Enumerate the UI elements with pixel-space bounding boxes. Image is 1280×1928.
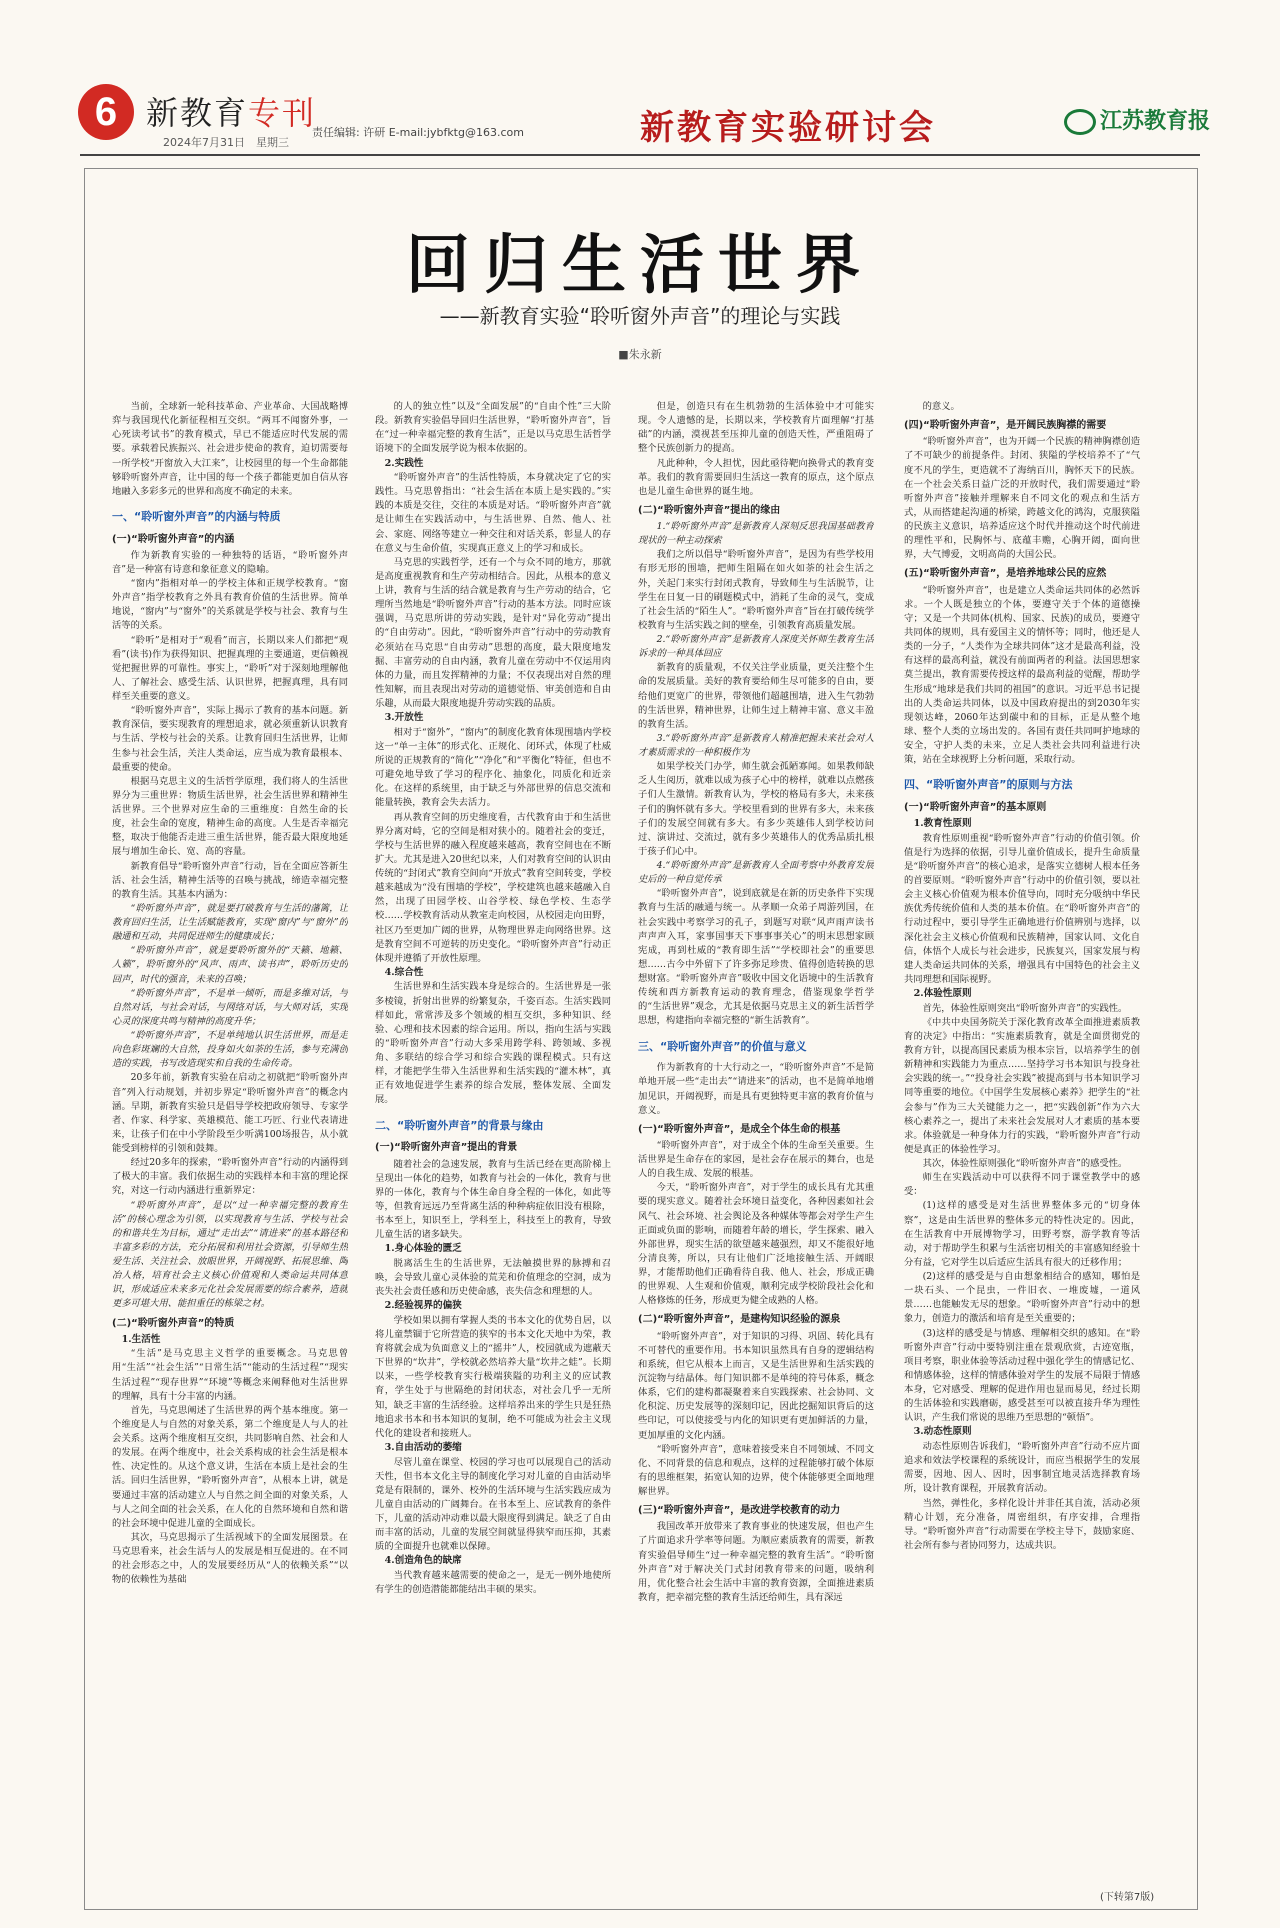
item-heading: 2.实践性	[384, 457, 424, 469]
paragraph: “聆听窗外声音”，对于成全个体的生命至关重要。生活世界是生命存在的家园，是社会存在展示的舞台，也是人的自我生成、发展的根基。	[638, 1139, 874, 1180]
section-heading: 三、“聆听窗外声音”的价值与意义	[638, 1039, 807, 1053]
paragraph: 再从教育空间的历史维度看，古代教育由于和生活世界分离对峙，它的空间是相对狭小的。随着社会的变迁，学校与生活世界的融入程度越来越高，教育空间也在不断扩大。尤其是进入20世纪以来，人们对教育空间的认识由传统的“封闭式”教育空间向“开放式”教育空间转变，学校越来越成为“没有围墙的学校”，学校建筑也越来越融入自然，出现了田园学校、山谷学校、绿色学校、生态学校……学校教育活动从教室走向校园，从校园走向田野，社区乃至更加广阔的世界，从物理世界走向网络世界。这是教育空间不可逆转的历史变化。“聆听窗外声音”行动正体现并遵循了开放性原理。	[375, 811, 611, 964]
item-heading: 4.综合性	[384, 966, 424, 978]
paragraph: 随着社会的急速发展，教育与生活已经在更高阶梯上呈现出一体化的趋势，如教育与社会的一体化，教育与世界的一体化，教育与个体生命自身全程的一体化，如此等等，但教育远远乃至背离生活的种种病症依旧没有根除，书本至上，知识至上，学科至上，科技至上的教育，导致儿童生活的诸多缺失。	[375, 1158, 611, 1241]
subsection-heading: (二)“聆听窗外声音”的特质	[112, 1317, 235, 1329]
item-heading: 2.体验性原则	[913, 988, 972, 1000]
paragraph: “聆听窗外声音”，意味着接受来自不同领域、不同文化、不同背景的信息和观点，这样的过程能够打破个体原有的思维框架，拓宽认知的边界，使个体能够更全面地理解世界。	[638, 1443, 874, 1498]
paragraph: “聆听窗外声音”，就是要打破教育与生活的藩篱，让教育回归生活，让生活赋能教育，实现“窗内”与“窗外”的融通和互动，共同促进师生的健康成长；	[112, 902, 348, 943]
supplement-title-accent: 专刊	[248, 94, 317, 132]
paragraph: 3.“聆听窗外声音”是新教育人精准把握未来社会对人才素质需求的一种积极作为	[638, 732, 874, 759]
subsection-heading: (一)“聆听窗外声音”的基本原则	[904, 801, 1047, 813]
subsection-heading: (一)“聆听窗外声音”的内涵	[112, 533, 235, 545]
paragraph: 当代教育越来越需要的使命之一，是无一例外地使所有学生的创造潜能都能结出丰硕的果实。	[375, 1569, 611, 1596]
subsection-heading: (三)“聆听窗外声音”，是改进学校教育的动力	[638, 1505, 841, 1517]
paragraph: 学校如果以拥有掌握人类的书本文化的优势自居，以将儿童禁锢于它所营造的狭窄的书本文化天地中为荣，教育将就会成为负面意义上的“摇井”人，校园就成为遮蔽天下世界的“坎井”，学校就必然培养大量“坎井之蛙”。长期以来，一些学校教育实行极端狭隘的功利主义的应试教育，学生处于与世隔绝的封闭状态，对社会几乎一无所知，缺乏丰富的生活经验。这样培养出来的学生只是狂热地追求书本和书本知识的复制，绝不可能成为社会主义现代化的建设者和接班人。	[375, 1314, 611, 1439]
subsection-heading: (一)“聆听窗外声音”提出的背景	[375, 1142, 518, 1154]
paragraph: (1)这样的感受是对生活世界整体多元的“切身体察”，这是由生活世界的整体多元的特性决定的。因此，在生活教育中开展博物学习，田野考察，游学教育等活动，对于帮助学生积累与生活密切相关的丰富感知经验十分有益，它对学生以后适应生活具有很大的迁移作用；	[904, 1200, 1140, 1268]
paragraph: 当前，全球新一轮科技革命、产业革命、大国战略博弈与我国现代化新征程相互交织。“两耳不闻窗外事，一心死读考试书”的教育模式，早已不能适应时代发展的需要。承载着民族振兴、社会进步使命的教育，迫切需要每一所学校“开窗放入大江来”，让校园里的每一个生命都能够聆听窗外声音，让中国的每一个孩子都能更加自信从容地融入多彩多元的世界和高度不确定的未来。	[112, 401, 348, 497]
paragraph: “聆听窗外声音”，也为开阔一个民族的精神胸襟创造了不可缺少的前提条件。封闭、狭隘的学校培养不了“气度不凡的学生，更造就不了海纳百川，胸怀天下的民族。在一个社会关系日益广泛的开放时代，我们需要通过“聆听窗外声音”接触并理解来自不同文化的观点和生活方式，从而搭建起沟通的桥梁，跨越文化的鸿沟，克服狭隘的民族主义意识，培养适应这个时代并推动这个时代前进的理性平和，民胸怀与、底蕴丰赡，心胸开阔，面向世界，大气博爱，文明高尚的大国公民。	[904, 436, 1140, 561]
article-column-1	[112, 400, 348, 1900]
paragraph: 动态性原则告诉我们，“聆听窗外声音”行动不应片面追求和效法学校课程的系统设计，而应当根据学生的发展需要，因地、因人、因时，因事制宜地灵活选择教育场所，设计教育课程，开展教育活动。	[904, 1441, 1140, 1495]
masthead	[0, 0, 1280, 168]
paragraph: “聆听窗外声音”，就是要聆听窗外的“天籁、地籁、人籁”，聆听窗外的“风声、雨声、读书声”，聆听历史的回声，时代的强音，未来的召唤；	[112, 945, 348, 985]
item-heading: 3.自由活动的萎缩	[384, 1441, 462, 1453]
paragraph: 4.“聆听窗外声音”是新教育人全面考察中外教育发展史后的一种自觉传承	[638, 860, 874, 886]
paragraph: “生活”是马克思主义哲学的重要概念。马克思曾用“生活”“社会生活”“日常生活”“能动的生活过程”“现实生活过程”“现存世界”“环境”等概念来阐释他对生活世界的理解，具有十分丰富的内涵。	[112, 1348, 348, 1402]
paragraph: 的意义。	[922, 401, 960, 412]
paragraph: (3)这样的感受是与情感、理解相交织的感知。在“聆听窗外声音”行动中要特别注重在景观欣赏，古迹宽瓶，项目考察，职业体验等活动过程中强化学生的情感记忆、和情感体验，这样的情感体验对学生的发展不局限于情感本身，它对感受、理解的促进作用也显而易见，经过长期的生活体验和实践磨砺，感受甚至可以被直接升华为理性认识，产生我们常说的思维乃至思想的“顿悟”。	[904, 1327, 1140, 1424]
paragraph: 脱离活生生的生活世界，无法触摸世界的脉搏和召唤，会导致儿童心灵体验的荒芜和价值理念的空洞，成为丧失社会责任感和历史使命感，丧失信念和理想的人。	[375, 1257, 611, 1298]
paper-name: 江苏教育报	[1100, 108, 1211, 134]
paragraph: 20多年前，新教育实验在启动之初就把“聆听窗外声音”列入行动规划，并初步界定“聆听窗外声音”的概念内涵。早期，新教育实验只是倡导学校把政府领导、专家学者、作家、科学家、英雄模范、能工巧匠、行业代表请进来，让孩子们在中小学阶段至少听满100场报告，从小就能受到榜样的引领和鼓舞。	[112, 1072, 348, 1155]
paragraph: 根据马克思主义的生活哲学原理，我们将人的生活世界分为三重世界：物质生活世界，社会生活世界和精神生活世界。三个世界对应生命的三重维度：自然生命的长度，社会生命的宽度，精神生命的高度。人生是否幸福完整，取决于他能否走进三重生活世界，能否最大限度地延展与增加生命长、宽、高的容量。	[112, 775, 348, 858]
supplement-title	[146, 88, 316, 134]
paragraph: “聆听窗外声音”的生活性特质，本身就决定了它的实践性。马克思曾指出：“社会生活在本质上是实践的。”实践的本质是交往，交往的本质是对话。“聆听窗外声音”就是让师生在实践活动中，与生活世界、自然、他人、社会、家庭、网络等建立一种交往和对话关系，彰显人的存在意义与生命价值，实现真正意义上的学习和成长。	[375, 472, 611, 554]
issue-date: 2024年7月31日 星期三	[163, 136, 289, 149]
paragraph: 我国改革开放带来了教育事业的快速发展，但也产生了片面追求升学率等问题。为顺应素质教育的需要，新教育实验倡导师生“过一种幸福完整的教育生活”。“聆听窗外声音”对于解决关门式封闭教育带来的问题，吸纳利用，优化整合社会生活中丰富的教育资源，全面推进素质教育，把幸福完整的教育生活还给师生，具有深远	[638, 1521, 874, 1603]
editor-line: 责任编辑: 许研 E-mail:jybfktg@163.com	[312, 126, 524, 139]
paragraph: “聆听”是相对于“观看”而言，长期以来人们都把“观看”(读书)作为获得知识、把握真理的主要通道，更信赖视觉把握世界的可靠性。事实上，“聆听”对于深刻地理解他人、了解社会、感受生活、认识世界，把握真理，具有同样至关重要的意义。	[112, 634, 348, 703]
item-heading: 2.经验视界的偏狭	[384, 1300, 462, 1312]
paragraph: 但是，创造只有在生机勃勃的生活体验中才可能实现。令人遗憾的是，长期以来，学校教育片面理解“打基础”的内涵，漠视甚至压抑儿童的创造天性，严重阻碍了整个民族创新力的提高。	[638, 401, 874, 455]
article-subtitle: ——新教育实验“聆听窗外声音”的理论与实践	[439, 304, 841, 328]
paragraph: 新教育倡导“聆听窗外声音”行动，旨在全面应答新生活、社会生活，精神生活等的召唤与挑战，缔造幸福完整的教育生活。其基本内涵为：	[112, 860, 348, 900]
subsection-heading: (二)“聆听窗外声音”，是建构知识经验的源泉	[638, 1314, 841, 1326]
paragraph: 其次，马克思揭示了生活视域下的全面发展图景。在马克思看来，社会生活与人的发展是相互促进的。在不同的社会形态之中，人的发展要经历从“人的依赖关系”“以物的依赖性为基础	[112, 1531, 348, 1586]
paper-logo	[1064, 104, 1210, 135]
subsection-heading: (四)“聆听窗外声音”，是开阔民族胸襟的需要	[904, 420, 1107, 432]
paragraph: 其次，体验性原则强化“聆听窗外声音”的感受性。	[922, 1158, 1128, 1170]
item-heading: 3.动态性原则	[913, 1426, 972, 1438]
paper-logo-icon	[1064, 109, 1096, 135]
paragraph: “聆听窗外声音”，也是建立人类命运共同体的必然诉求。一个人既是独立的个体，要遵守关于个体的道德操守；又是一个共同体(机构、国家、民族)的成员，要遵守共同体的规则，具有爱国主义的情怀等；同时，他还是人类的一分子，“人类作为全球共同体”这才是最高利益，没有这样的最高利益，就没有前面两者的利益。法国思想家莫兰提出，教育需要传授这样的最高利益的觉醒，帮助学生形成“地球是我们共同的祖国”的意识。习近平总书记提出的人类命运共同体，以及中国政府提出的到2030年实现领达峰，2060年达到碳中和的目标，正是从整个地球、整个人类的立场出发的。各国有责任共同呵护地球的安全，守护人类的未来，立足人类社会共同利益进行决策，站在全球视野上分析问题，采取行动。	[904, 584, 1140, 766]
paragraph: 相对于“窗外”，“窗内”的制度化教育体现围墙内学校这一“单一主体”的形式化、正规化、闭环式，体现了杜威所说的正规教育的“简化”“净化”和“平衡化”特征，但也不可避免地导致了学习的程序化、抽象化，同质化和近亲化。在这样的系统里，由于缺乏与外部世界的信息交流和能量转换，教育会失去活力。	[375, 726, 611, 809]
article-column-4	[904, 400, 1140, 1900]
subsection-heading: (一)“聆听窗外声音”，是成全个体生命的根基	[638, 1123, 841, 1135]
item-heading: 1.生活性	[121, 1333, 161, 1345]
paragraph: 师生在实践活动中可以获得不同于课堂教学中的感受：	[904, 1172, 1140, 1198]
section-heading: 四、“聆听窗外声音”的原则与方法	[904, 778, 1073, 792]
paragraph: 作为新教育实验的一种独特的话语，“聆听窗外声音”是一种富有诗意和象征意义的隐喻。	[112, 549, 348, 575]
masthead-rule	[80, 154, 1200, 156]
paragraph: “聆听窗外声音”，对于知识的习得、巩固、转化具有不可替代的重要作用。书本知识虽然具有自身的逻辑结构和系统，但它从根本上而言，又是生活世界和生活实践的沉淀物与结晶体。每门知识都不是单纯的符号体系，概念体系，它们的建构都凝聚着来自实践探索、社会协同、文化积淀、历史发展等的深刻印记，因此挖掘知识背后的这些印记，可以使接受与内化的知识更有更加鲜活的力量，更加厚重的文化内涵。	[638, 1330, 874, 1441]
item-heading: 4.创造角色的缺席	[384, 1555, 462, 1567]
item-heading: 1.教育性原则	[913, 818, 972, 830]
section-heading: 二、“聆听窗外声音”的背景与缘由	[375, 1118, 544, 1132]
paragraph: “窗内”指相对单一的学校主体和正规学校教育。“窗外声音”指学校教育之外具有教育价值的生活世界。简单地说，“窗内”与“窗外”的关系就是学校与社会、教育与生活等的关系。	[112, 578, 348, 632]
paragraph: 2.“聆听窗外声音”是新教育人深度关怀师生教育生活诉求的一种具体回应	[638, 634, 874, 660]
article-column-2	[375, 400, 611, 1900]
paragraph: 首先，体验性原则突出“聆听窗外声音”的实践性。	[922, 1002, 1128, 1014]
paragraph: 尽管儿童在课堂、校园的学习也可以展现自己的活动天性，但书本文化主导的制度化学习对儿童的自由活动毕竟是有限制的，课外、校外的生活环境与生活实践应成为儿童自由活动的广阔舞台。在书本至上、应试教育的条件下，儿童的活动冲动难以最大限度得到满足。缺乏了自由而丰富的活动，儿童的发展空间就显得狭窄而压抑，其素质的全面提升也就难以保障。	[375, 1456, 611, 1553]
article-author: ■朱永新	[618, 348, 662, 361]
paragraph: 作为新教育的十大行动之一，“聆听窗外声音”不是简单地开展一些“走出去”“请进来”的活动，也不是简单地增加见识，开阔视野，而是具有更独特更丰富的教育价值与意义。	[638, 1062, 874, 1116]
paragraph: 《中共中央国务院关于深化教育改革全面推进素质教育的决定》中指出：“实施素质教育，就是全面贯彻党的教育方针，以提高国民素质为根本宗旨，以培养学生的创新精神和实践能力为重点……坚持学习书本知识与投身社会实践的统一。”“投身社会实践”被提高到与书本知识学习同等重要的地位。《中国学生发展核心素养》把学生的“社会参与”作为三大关键能力之一，把“实践创新”作为六大核心素养之一，提出了未来社会发展对人才素质的基本要求。体验就是一种身体力行的实践，“聆听窗外声音”行动便是真正的体验性学习。	[904, 1016, 1140, 1155]
seminar-title: 新教育实验研讨会	[640, 108, 936, 148]
paragraph: “聆听窗外声音”，是以“过一种幸福完整的教育生活”的核心理念为引领，以实现教育与生活、学校与社会的和谐共生为目标，通过“走出去”“请进来”的基本路径和丰富多彩的方法，充分拓展和利用社会资源，引导师生热爱生活、关注社会、放眼世界，开阔视野、拓展思维、陶冶人格，培育社会主义核心价值观和人类命运共同体意识，形成适应未来多元化社会发展需要的综合素养，造就更多可堪大用、能担重任的栋梁之材。	[112, 1199, 348, 1310]
paragraph: 教育性原则重视“聆听窗外声音”行动的价值引领。价值是行为选择的依据，引导儿童价值成长，提升生命质量是“聆听窗外声音”的核心追求，是落实立德树人根本任务的首要原则。“聆听窗外声音”行动中的价值引领，要以社会主义核心价值观为根本价值导向，同时充分吸纳中华民族优秀传统价值和人类的基本价值。在“聆听窗外声音”的行动过程中，要引导学生正确地进行价值辨别与选择，以深化社会主义核心价值观和民族精神，国家认同、文化自信，体悟个人成长与社会进步，民族复兴，国家发展与构建人类命运共同体的关系，增强具有中国特色的社会主义共同理想和国际视野。	[904, 832, 1140, 985]
item-heading: 1.身心体验的匮乏	[384, 1243, 462, 1255]
paragraph: “聆听窗外声音”，说到底就是在新的历史条件下实现教育与生活的融通与统一。从孝顺一众弟子周游列国，在社会实践中考察学习的孔子，到题写对联“风声雨声读书声声声入耳，家事国事天下事事事关心”的明末思想家顾宪成，再到杜威的“教育即生活”“学校即社会”的重要思想……古今中外留下了许多弥足珍贵、值得创造转换的思想财富。“聆听窗外声音”吸收中国文化语境中的生活教育传统和西方新教育运动的教育理念，借鉴现象学哲学的“生活世界”观念，尤其是依据马克思主义的新生活哲学思想，构建指向幸福完整的“新生活教育”。	[638, 888, 874, 1027]
article-column-3	[638, 400, 874, 1900]
paragraph: 马克思的实践哲学，还有一个与众不同的地方，那就是高度重视教育和生产劳动相结合。因此，从根本的意义上讲，教育与生活的结合就是教育与生产劳动的结合，它理所当然地是“聆听窗外声音”行动的基本方法。同时应该强调，马克思所讲的劳动实践，是针对“异化劳动”提出的“自由劳动”。因此，“聆听窗外声音”行动中的劳动教育必须站在马克思“自由劳动”思想的高度，最大限度地发掘、丰富劳动的自由内涵，教育儿童在劳动中不仅运用肉体的力量，而且发挥精神的力量；不仅表现出对自然的理性知解，而且表现出对劳动的道德觉悟、审美创造和自由乐趣，从而最大限度地提升劳动实践的品质。	[375, 556, 611, 710]
paragraph: 凡此种种，令人担忧，因此亟待靶向换骨式的教育变革。我们的教育需要回归生活这一教育的原点，这个原点也是儿童生命世界的诞生地。	[638, 457, 874, 497]
continued-note: (下转第7版)	[1100, 1892, 1155, 1903]
page-number-badge: 6	[78, 84, 134, 140]
subsection-heading: (五)“聆听窗外声音”，是培养地球公民的应然	[904, 568, 1107, 580]
paragraph: (2)这样的感受是与自由想象相结合的感知，哪怕是一块石头、一个昆虫，一件旧衣、一堆废墟，一道风景……也能触发无尽的想象。“聆听窗外声音”行动中的想象力，创造力的激活和培育是至关重要的；	[904, 1271, 1140, 1325]
paragraph: “聆听窗外声音”，不是单纯地认识生活世界，而是走向色彩斑斓的大自然，投身如火如荼的生活，参与充满创造的实践，书写改造现实和自我的生命传奇。	[112, 1030, 348, 1070]
section-heading: 一、“聆听窗外声音”的内涵与特质	[112, 509, 281, 523]
paragraph: “聆听窗外声音”，不是单一倾听，而是多维对话，与自然对话，与社会对话，与网络对话，与大师对话，实现心灵的深度共鸣与精神的高度升华；	[112, 987, 348, 1027]
paragraph: 当然，弹性化，多样化设计并非任其自流，活动必须精心计划，充分准备，周密组织，有序安排，合理指导。“聆听窗外声音”行动需要在学校主导下，鼓励家庭、社会所有参与者协同努力，达成共识。	[904, 1497, 1140, 1551]
item-heading: 3.开放性	[384, 712, 424, 724]
paragraph: 如果学校关门办学，师生就会孤陋寡闻。如果教师缺乏人生阅历，就难以成为孩子心中的榜样，就难以点燃孩子们人生激情。新教育认为，学校的格局有多大，未来孩子们的胸怀就有多大。学校里看到的世界有多大，未来孩子们的发展空间就有多大。有多少英雄伟人到学校访问过、演讲过、交流过，就有多少英雄伟人的优秀品质扎根于孩子们心中。	[638, 761, 874, 857]
subsection-heading: (二)“聆听窗外声音”提出的缘由	[638, 504, 781, 516]
paragraph: 1.“聆听窗外声音”是新教育人深刻反思我国基础教育现状的一种主动探索	[638, 521, 874, 547]
article-title: 回归生活世界	[406, 228, 874, 303]
supplement-title-main: 新教育	[146, 94, 249, 132]
paragraph: 的人的独立性”以及“全面发展”的“自由个性”三大阶段。新教育实验倡导回归生活世界，“聆听窗外声音”，旨在“过一种幸福完整的教育生活”，正是以马克思生活哲学语境下的全面发展学说为根本依据的。	[375, 401, 611, 455]
paragraph: 新教育的质量观，不仅关注学业质量，更关注整个生命的发展质量。美好的教育要给师生尽可能多的自由，要给他们更宽广的世界，带领他们超越围墙，进入生气勃勃的生活世界，精神世界，让师生过上精神丰富、意义丰盈的教育生活。	[638, 662, 874, 730]
paragraph: 生活世界和生活实践本身是综合的。生活世界是一张多棱镜，折射出世界的纷繁复杂，千姿百态。生活实践同样如此，常常涉及多个领域的相互交织，多种知识、经验、心理和技术因素的综合运用。所以，指向生活与实践的“聆听窗外声音”行动大多采用跨学科、跨领域、多视角、多联结的综合学习和综合实践的课程模式。只有这样，才能把学生带入生活世界和生活实践的“灌木林”，真正有效地促进学生素养的综合发展，整体发展、全面发展。	[375, 981, 611, 1106]
paragraph: 今天，“聆听窗外声音”，对于学生的成长具有尤其重要的现实意义。随着社会环境日益变化，各种因素如社会风气、社会环境、社会舆论及各种媒体等都会对学生产生正面或负面的影响，而随着年龄的增长，学生探索、融入外部世界，现实生活的欲望越来越强烈，却又不能很好地分清良莠，所以，只有让他们广泛地接触生活、开阔眼界，才能帮助他们正确看待自我、他人、社会，形成正确的世界观、人生观和价值观，顺利完成学校阶段社会化和人格修炼的任务，形成更为健全成熟的人格。	[638, 1182, 874, 1307]
paragraph: 首先，马克思阐述了生活世界的两个基本维度。第一个维度是人与自然的对象关系，第二个维度是人与人的社会关系。这两个维度相互交织，共同影响自然、社会和人的发展。在两个维度中，社会关系构成的社会生活是根本性、决定性的。从这个意义讲，生活在本质上是社会的生活。回归生活世界，“聆听窗外声音”，从根本上讲，就是要通过丰富的活动建立人与自然之间全面的对象关系，人与人之间全面的社会关系，在人化的自然环境和自然和谐的社会环境中促进儿童的全面成长。	[112, 1404, 348, 1529]
paragraph: “聆听窗外声音”，实际上揭示了教育的基本问题。新教育深信，要实现教育的理想追求，就必须重新认识教育与生活、学校与社会的关系。让教育回归生活世界，让师生参与社会生活，关注人类命运，应当成为教育最根本、最重要的使命。	[112, 705, 348, 773]
paragraph: 经过20多年的探索，“聆听窗外声音”行动的内涵得到了极大的丰富。我们依据生动的实践样本和丰富的理论探究，对这一行动内涵进行重新界定：	[112, 1157, 348, 1197]
paragraph: 我们之所以倡导“聆听窗外声音”，是因为有些学校用有形无形的围墙，把师生阻隔在如火如荼的社会生活之外，关起门来实行封闭式教育，导致师生与生活脱节，让学生在日复一日的刷题模式中，消耗了生命的灵气，变成了社会生活的“陌生人”。“聆听窗外声音”旨在打破传统学校教育与生活实践之间的壁垒，引领教育高质量发展。	[638, 549, 874, 631]
